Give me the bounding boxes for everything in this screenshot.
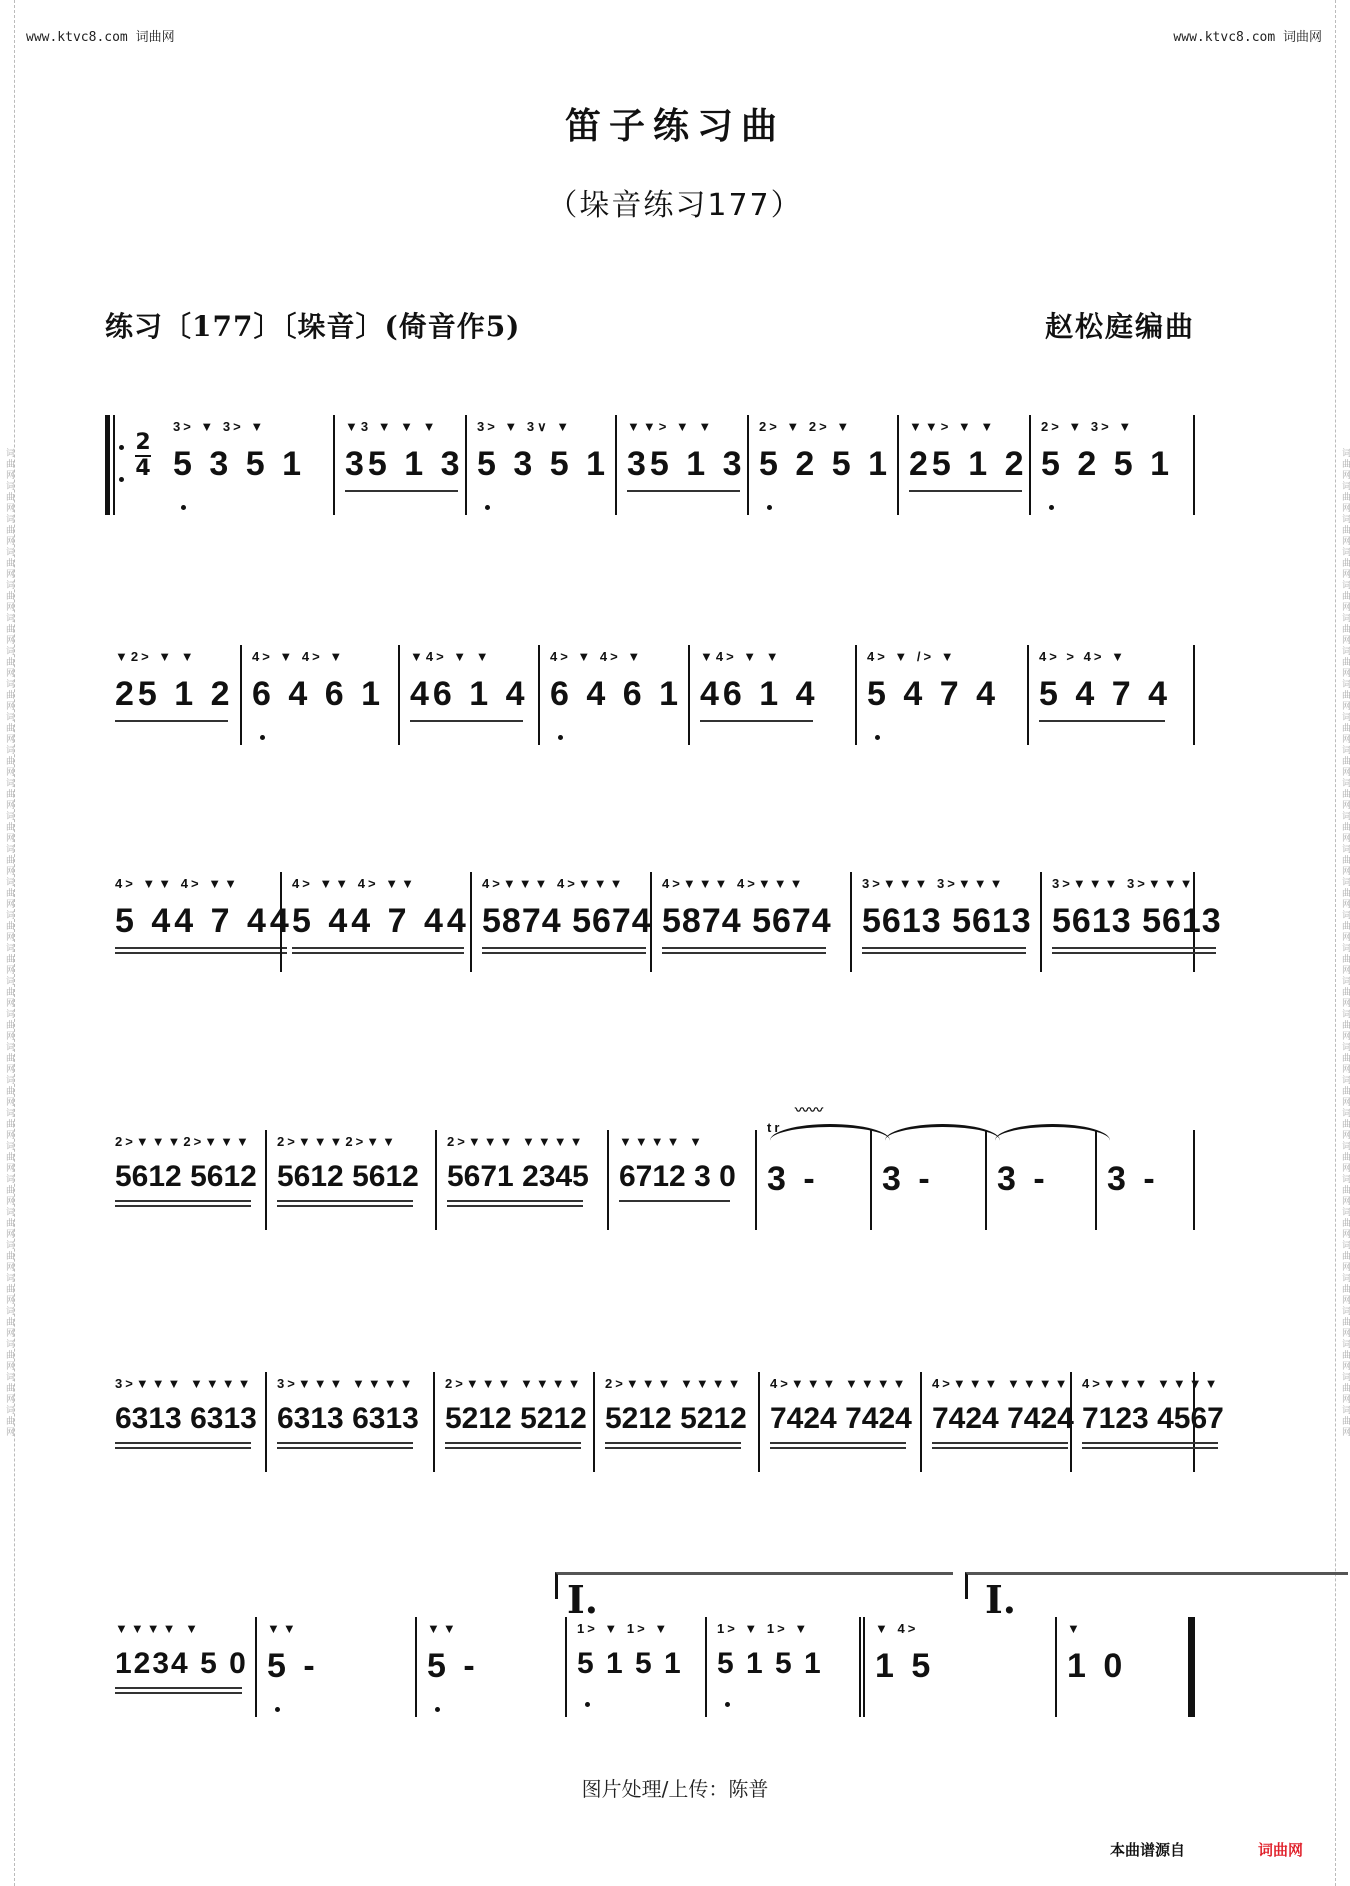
measure — [163, 415, 333, 515]
composer: 赵松庭编曲 — [1045, 310, 1196, 343]
articulation-marks: 4>▼▼▼ ▼▼▼▼ — [932, 1376, 1071, 1391]
articulation-marks: 2> ▼ 3> ▼ — [1041, 419, 1135, 434]
articulation-marks: ▼4> ▼ ▼ — [410, 649, 492, 664]
measure-notes: 4> ▼▼ 4> ▼▼ 5 44 7 44 — [115, 902, 293, 941]
volta-label-1: I. — [567, 1577, 599, 1622]
measure — [650, 872, 850, 972]
measure-notes: ▼▼ 5 - — [427, 1647, 479, 1686]
measure-notes: 4> > 4> ▼ 5 4 7 4 — [1039, 675, 1171, 714]
measure-notes: 2> ▼ 2> ▼ 5 2 5 1 — [759, 445, 891, 484]
articulation-marks: 2>▼▼▼ ▼▼▼▼ — [447, 1134, 586, 1149]
low-octave-dot — [260, 735, 265, 740]
articulation-marks: ▼4> ▼ ▼ — [700, 649, 782, 664]
measure-notes: 2>▼▼▼ ▼▼▼▼ 5671 2345 — [447, 1160, 589, 1194]
tie-arc — [885, 1124, 1000, 1157]
measure — [240, 645, 398, 745]
measure — [607, 1130, 755, 1230]
articulation-marks: 2>▼▼▼ ▼▼▼▼ — [605, 1376, 744, 1391]
articulation-marks: ▼▼▼▼ ▼ — [619, 1134, 705, 1149]
measure — [105, 1372, 265, 1472]
footer-source-label: 本曲谱源自 — [1110, 1841, 1186, 1859]
articulation-marks: 4> ▼▼ 4> ▼▼ — [115, 876, 240, 891]
measure-notes: ▼▼> ▼ ▼ 25 1 2 — [909, 445, 1028, 484]
measure-notes: 1> ▼ 1> ▼ 5 1 5 1 — [577, 1647, 683, 1681]
low-octave-dot — [767, 505, 772, 510]
articulation-marks: ▼▼▼▼ ▼ — [115, 1621, 201, 1636]
low-octave-dot — [435, 1707, 440, 1712]
articulation-marks: 4>▼▼▼ 4>▼▼▼ — [662, 876, 806, 891]
measure-notes: ▼▼ 5 - — [267, 1647, 319, 1686]
measure — [435, 1130, 607, 1230]
measure — [1070, 1372, 1224, 1472]
score-line-4 — [105, 1103, 1240, 1260]
articulation-marks: ▼▼> ▼ ▼ — [909, 419, 997, 434]
score-line-3 — [105, 872, 1240, 1002]
measure-notes: 3>▼▼▼ ▼▼▼▼ 6313 6313 — [277, 1402, 419, 1436]
measure — [433, 1372, 593, 1472]
measure — [415, 1617, 565, 1717]
score-line-5 — [105, 1372, 1240, 1502]
low-octave-dot — [1049, 505, 1054, 510]
articulation-marks: ▼▼> ▼ ▼ — [627, 419, 715, 434]
articulation-marks: 4>▼▼▼ ▼▼▼▼ — [770, 1376, 909, 1391]
low-octave-dot — [558, 735, 563, 740]
low-octave-dot — [585, 1702, 590, 1707]
measure — [865, 1617, 1055, 1717]
page-subtitle: （垛音练习177） — [547, 188, 803, 223]
measure-notes: ▼4> ▼ ▼ 46 1 4 — [410, 675, 529, 714]
measure-notes: ▼4> ▼ ▼ 46 1 4 — [700, 675, 819, 714]
articulation-marks: 4> > 4> ▼ — [1039, 649, 1127, 664]
articulation-marks: 3>▼▼▼ ▼▼▼▼ — [115, 1376, 254, 1391]
measure — [470, 872, 650, 972]
repeat-start-sign — [105, 415, 127, 515]
measure — [758, 1372, 920, 1472]
header-site-right[interactable]: www.ktvc8.com 词曲网 — [1173, 30, 1322, 45]
measure-notes: ▼▼> ▼ ▼ 35 1 3 — [627, 445, 746, 484]
measure — [1040, 872, 1222, 972]
measure — [280, 872, 470, 972]
exercise-label: 练习〔177〕〔垛音〕(倚音作5) — [105, 310, 521, 343]
measure-notes: 3> ▼ 3> ▼ 5 3 5 1 — [173, 445, 305, 484]
measure — [1095, 1130, 1195, 1230]
measure-notes: 4> ▼▼ 4> ▼▼ 5 44 7 44 — [292, 902, 470, 941]
measure — [1055, 1617, 1195, 1717]
measure-notes: 4>▼▼▼ ▼▼▼▼ 7424 7424 — [770, 1402, 912, 1436]
measure-notes: ▼2> ▼ ▼ 25 1 2 — [115, 675, 234, 714]
measure-notes: tr 3 - — [767, 1120, 819, 1198]
articulation-marks: ▼3 ▼ ▼ ▼ — [345, 419, 439, 434]
measure-notes: 4>▼▼▼ 4>▼▼▼ 5874 5674 — [482, 902, 652, 941]
measure — [465, 415, 615, 515]
measure — [105, 872, 293, 972]
measure-notes: 4>▼▼▼ ▼▼▼▼ 7123 4567 — [1082, 1402, 1224, 1436]
articulation-marks: ▼ 4> — [875, 1621, 919, 1636]
measure-notes: ▼▼▼▼ ▼ 1234 5 0 — [115, 1647, 248, 1681]
articulation-marks: 3>▼▼▼ ▼▼▼▼ — [277, 1376, 416, 1391]
low-octave-dot — [725, 1702, 730, 1707]
side-watermark-left: 词曲网词曲网词曲网词曲网词曲网词曲网词曲网词曲网词曲网词曲网词曲网词曲网词曲网词曲网词曲网词曲网词曲网词曲网词曲网词曲网词曲网词曲网词曲网词曲网词曲网词曲网词曲网词曲网词曲网词曲网 — [0, 0, 15, 1886]
articulation-marks: 4> ▼ /> ▼ — [867, 649, 957, 664]
measure-notes: ▼▼▼▼ ▼ 6712 3 0 — [619, 1160, 736, 1194]
page-title: 笛子练习曲 — [564, 105, 785, 147]
articulation-marks: ▼ — [1067, 1621, 1083, 1636]
measure-notes: 3> ▼ 3∨ ▼ 5 3 5 1 — [477, 445, 609, 484]
measure — [705, 1617, 865, 1717]
articulation-marks: 4> ▼▼ 4> ▼▼ — [292, 876, 417, 891]
measure-notes: 2>▼▼▼ ▼▼▼▼ 5212 5212 — [605, 1402, 747, 1436]
articulation-marks: 2>▼▼▼2>▼▼ — [277, 1134, 398, 1149]
measure — [688, 645, 855, 745]
measure — [593, 1372, 758, 1472]
volta-bracket-2 — [965, 1572, 1348, 1599]
measure-notes: 3>▼▼▼ 3>▼▼▼ 5613 5613 — [862, 902, 1032, 941]
articulation-marks: 4> ▼ 4> ▼ — [252, 649, 346, 664]
trill-wave: 〰〰 — [795, 1103, 823, 1119]
measure — [747, 415, 897, 515]
low-octave-dot — [485, 505, 490, 510]
measure-notes: 1> ▼ 1> ▼ 5 1 5 1 — [717, 1647, 823, 1681]
articulation-marks: 1> ▼ 1> ▼ — [717, 1621, 811, 1636]
articulation-marks: 3> ▼ 3∨ ▼ — [477, 419, 573, 434]
articulation-marks: 2> ▼ 2> ▼ — [759, 419, 853, 434]
articulation-marks: ▼▼ — [267, 1621, 299, 1636]
low-octave-dot — [275, 1707, 280, 1712]
measure — [398, 645, 538, 745]
measure-notes: ▼ 4> 1 5 — [875, 1621, 935, 1685]
header-site-left[interactable]: www.ktvc8.com 词曲网 — [26, 30, 175, 45]
articulation-marks: 4> ▼ 4> ▼ — [550, 649, 644, 664]
articulation-marks: ▼▼ — [427, 1621, 459, 1636]
measure — [105, 1617, 255, 1717]
measure-notes: 4>▼▼▼ 4>▼▼▼ 5874 5674 — [662, 902, 832, 941]
measure — [333, 415, 465, 515]
measure — [1027, 645, 1195, 745]
measure-notes: ▼3 ▼ ▼ ▼ 35 1 3 — [345, 445, 464, 484]
articulation-marks: 4>▼▼▼ 4>▼▼▼ — [482, 876, 626, 891]
measure — [265, 1130, 435, 1230]
upload-credit: 图片处理/上传：陈普 — [581, 1777, 769, 1801]
measure — [615, 415, 747, 515]
measure-notes: 2> ▼ 3> ▼ 5 2 5 1 — [1041, 445, 1173, 484]
measure-notes: 4> ▼ /> ▼ 5 4 7 4 — [867, 675, 999, 714]
measure-notes: 3 - — [882, 1160, 934, 1198]
articulation-marks: 3>▼▼▼ 3>▼▼▼ — [862, 876, 1006, 891]
tie-arc — [770, 1124, 890, 1157]
volta-bracket-1 — [555, 1572, 953, 1599]
volta-label-2: I. — [985, 1577, 1017, 1622]
measure-notes: 4>▼▼▼ ▼▼▼▼ 7424 7424 — [932, 1402, 1074, 1436]
articulation-marks: 2>▼▼▼2>▼▼▼ — [115, 1134, 252, 1149]
measure — [105, 645, 240, 745]
articulation-marks: 4>▼▼▼ ▼▼▼▼ — [1082, 1376, 1221, 1391]
measure-notes: 4> ▼ 4> ▼ 6 4 6 1 — [550, 675, 682, 714]
score-line-1 — [105, 415, 1240, 545]
articulation-marks: 3> ▼ 3> ▼ — [173, 419, 267, 434]
articulation-marks: 3>▼▼▼ 3>▼▼▼ — [1052, 876, 1196, 891]
measure — [255, 1617, 415, 1717]
trill-mark: tr — [767, 1120, 783, 1135]
measure — [1029, 415, 1195, 515]
measure — [538, 645, 688, 745]
measure-notes: 2>▼▼▼ ▼▼▼▼ 5212 5212 — [445, 1402, 587, 1436]
low-octave-dot — [875, 735, 880, 740]
measure — [105, 1130, 265, 1230]
measure-notes: 3>▼▼▼ ▼▼▼▼ 6313 6313 — [115, 1402, 257, 1436]
measure — [565, 1617, 705, 1717]
articulation-marks: ▼2> ▼ ▼ — [115, 649, 197, 664]
score-line-6 — [105, 1577, 1240, 1747]
measure-notes: 3 - — [1107, 1160, 1159, 1198]
footer-site-link[interactable]: 词曲网 — [1258, 1841, 1304, 1859]
measure-notes: 2>▼▼▼2>▼▼▼ 5612 5612 — [115, 1160, 257, 1194]
measure-notes: 3>▼▼▼ 3>▼▼▼ 5613 5613 — [1052, 902, 1222, 941]
measure — [855, 645, 1027, 745]
measure-notes: ▼ 1 0 — [1067, 1621, 1127, 1685]
low-octave-dot — [181, 505, 186, 510]
measure-notes: 4> ▼ 4> ▼ 6 4 6 1 — [252, 675, 384, 714]
score-line-2 — [105, 645, 1240, 775]
measure-notes: 2>▼▼▼2>▼▼ 5612 5612 — [277, 1160, 419, 1194]
time-signature: 2 4 — [135, 430, 151, 481]
measure — [920, 1372, 1074, 1472]
measure — [897, 415, 1029, 515]
side-watermark-right: 词曲网词曲网词曲网词曲网词曲网词曲网词曲网词曲网词曲网词曲网词曲网词曲网词曲网词曲网词曲网词曲网词曲网词曲网词曲网词曲网词曲网词曲网词曲网词曲网词曲网词曲网词曲网词曲网词曲网词曲网 — [1335, 0, 1350, 1886]
measure — [850, 872, 1040, 972]
measure-notes: 3 - — [997, 1160, 1049, 1198]
articulation-marks: 2>▼▼▼ ▼▼▼▼ — [445, 1376, 584, 1391]
measure — [265, 1372, 433, 1472]
tie-arc — [995, 1124, 1110, 1157]
articulation-marks: 1> ▼ 1> ▼ — [577, 1621, 671, 1636]
